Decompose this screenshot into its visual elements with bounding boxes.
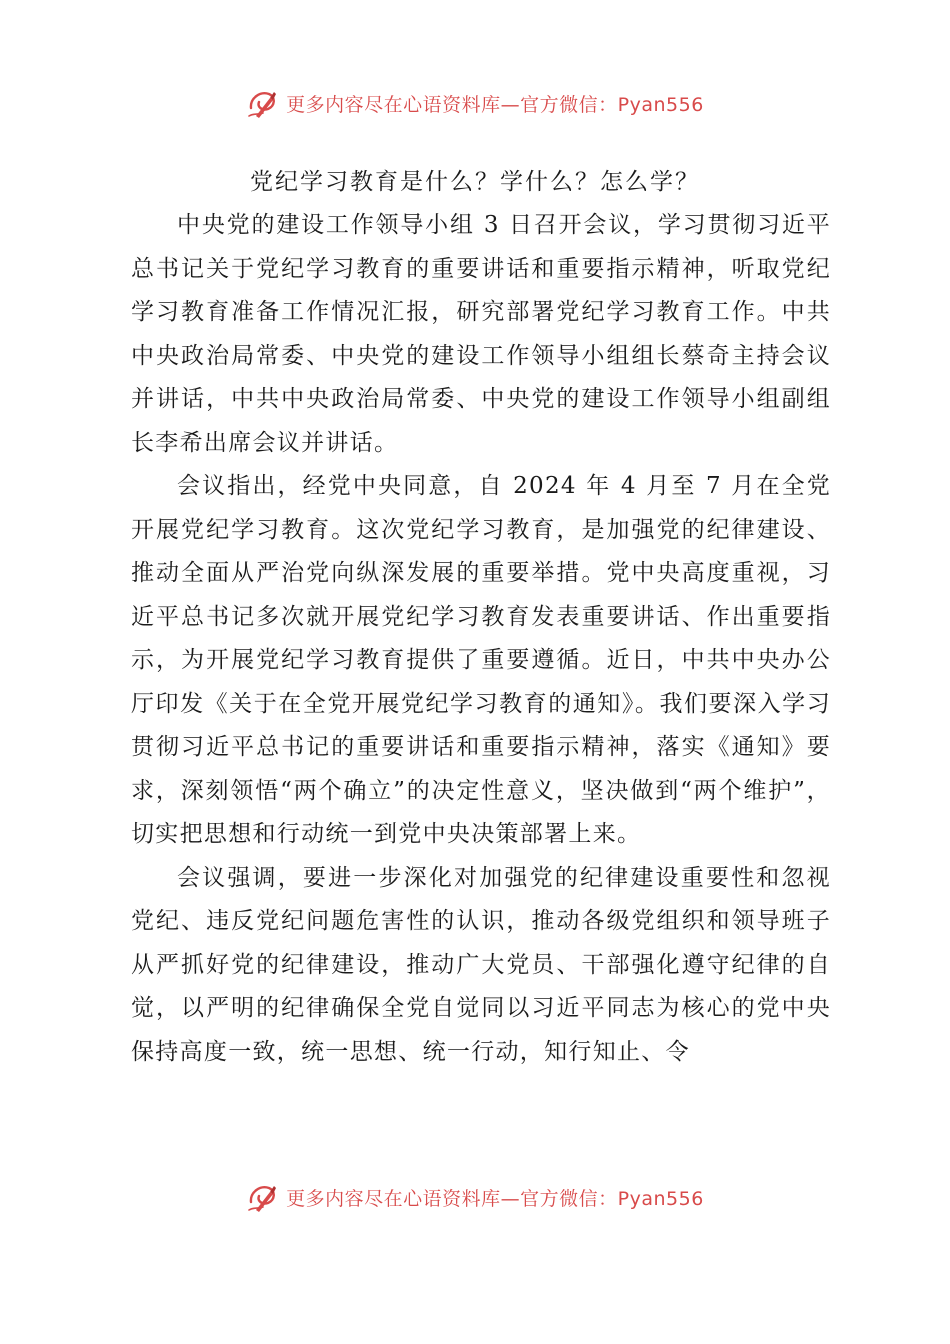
document-title: 党纪学习教育是什么？学什么？怎么学？ — [250, 169, 700, 195]
document-body — [131, 204, 831, 1074]
paragraph-1: 中央党的建设工作领导小组 3 日召开会议，学习贯彻习近平总书记关于党纪学习教育的重要讲话和重要指示精神，听取党纪学习教育准备工作情况汇报，研究部署党纪学习教育工作。中共中央政治局常委、中央党的建设工作领导小组组长蔡奇主持会议并讲话，中共中央政治局常委、中央党的建设工作领导小组副组长李希出席会议并讲话。 — [131, 212, 831, 456]
paragraph-3: 会议强调，要进一步深化对加强党的纪律建设重要性和忽视党纪、违反党纪问题危害性的认识，推动各级党组织和领导班子从严抓好党的纪律建设，推动广大党员、干部强化遵守纪律的自觉，以严明的纪律确保全党自觉同以习近平同志为核心的党中央保持高度一致，统一思想、统一行动，知行知止、令 — [131, 864, 831, 1065]
pen-logo-icon — [246, 86, 280, 120]
pen-logo-icon — [246, 1180, 280, 1214]
header-watermark — [0, 86, 950, 120]
watermark-text: 更多内容尽在心语资料库—官方微信：Pyan556 — [286, 93, 704, 116]
watermark-text: 更多内容尽在心语资料库—官方微信：Pyan556 — [286, 1187, 704, 1210]
paragraph-2: 会议指出，经党中央同意，自 2024 年 4 月至 7 月在全党开展党纪学习教育。这次党纪学习教育，是加强党的纪律建设、推动全面从严治党向纵深发展的重要举措。党中央高度重视，习近平总书记多次就开展党纪学习教育发表重要讲话、作出重要指示，为开展党纪学习教育提供了重要遵循。近日，中共中央办公厅印发《关于在全党开展党纪学习教育的通知》。我们要深入学习贯彻习近平总书记的重要讲话和重要指示精神，落实《通知》要求，深刻领悟“两个确立”的决定性意义，坚决做到“两个维护”，切实把思想和行动统一到党中央决策部署上来。 — [131, 473, 831, 847]
footer-watermark — [0, 1180, 950, 1214]
